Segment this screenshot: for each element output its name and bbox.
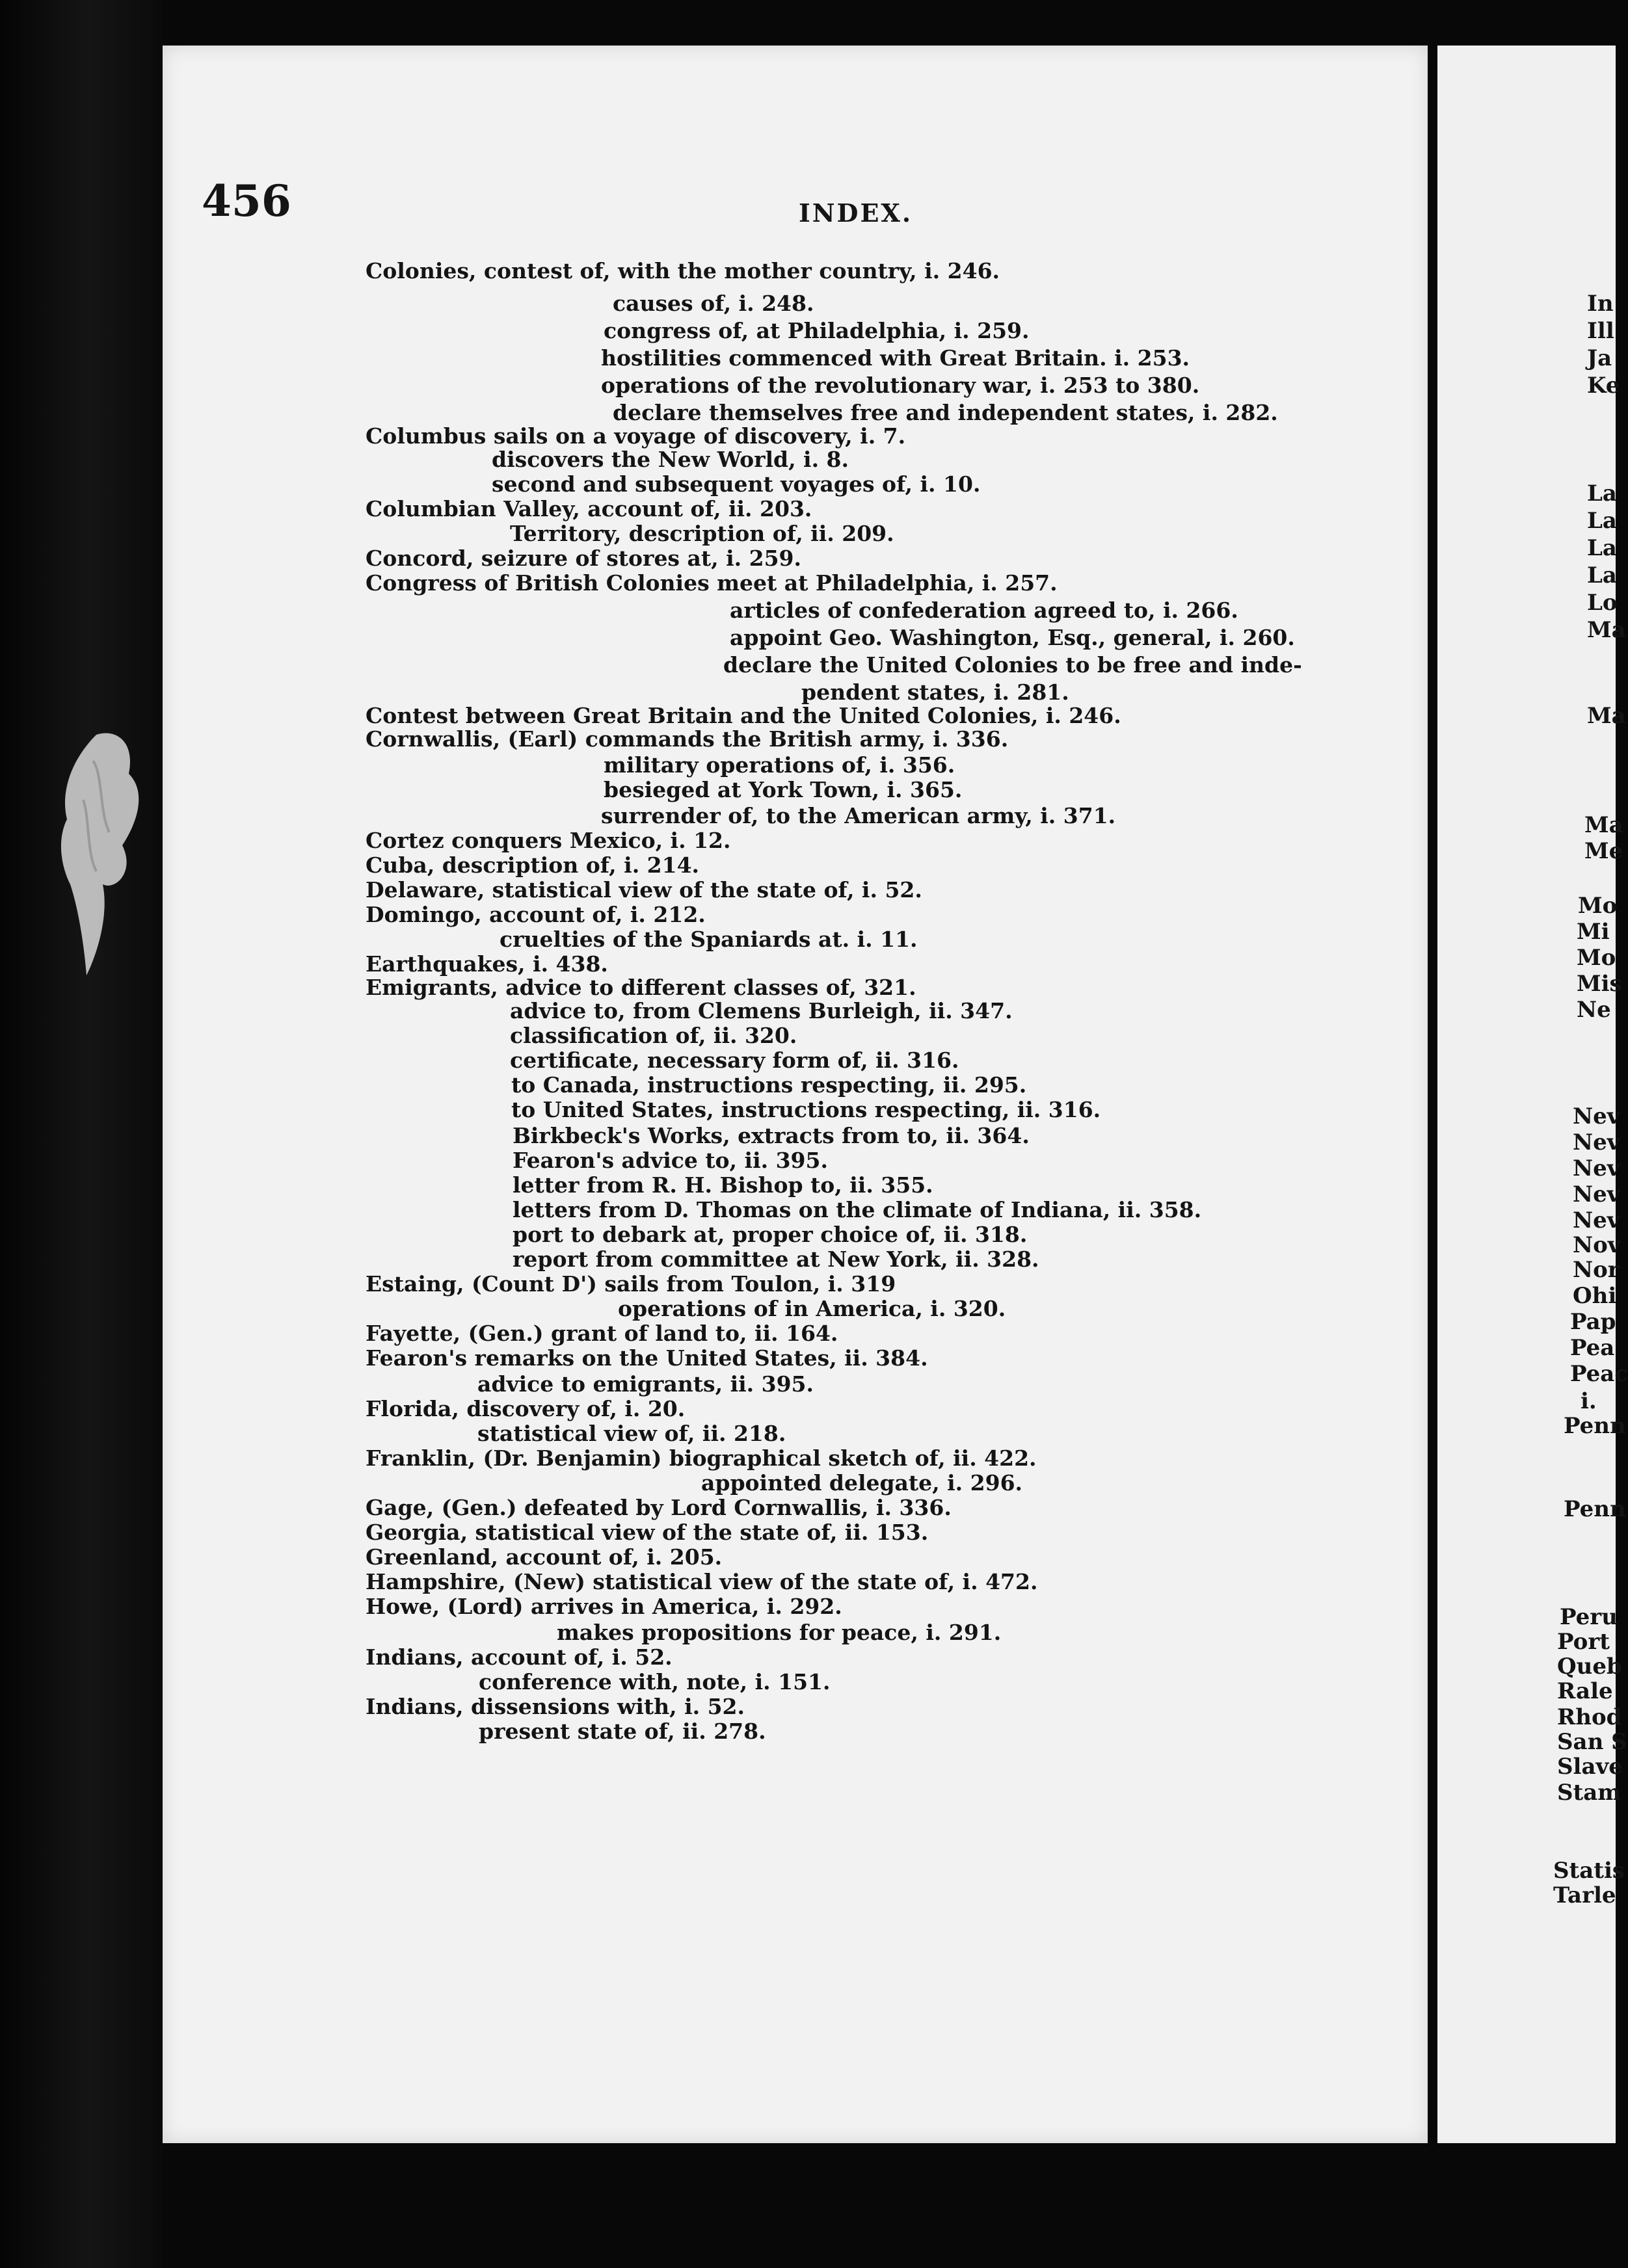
index-entry-line: discovers the New World, i. 8.	[492, 447, 849, 472]
index-entry-line: Fearon's advice to, ii. 395.	[513, 1148, 828, 1173]
right-page-fragment: i.	[1581, 1388, 1597, 1414]
right-page-fragment: Mo	[1578, 893, 1618, 919]
index-entry-line: military operations of, i. 356.	[604, 752, 955, 778]
index-entry-line: Franklin, (Dr. Benjamin) biographical sketch of, ii. 422.	[366, 1445, 1037, 1471]
right-page-fragment: Rale	[1557, 1678, 1613, 1704]
right-page-fragment: Mis	[1577, 971, 1622, 997]
index-entry-line: letter from R. H. Bishop to, ii. 355.	[513, 1172, 933, 1198]
index-entry-line: present state of, ii. 278.	[479, 1719, 766, 1744]
index-entry-line: Concord, seizure of stores at, i. 259.	[366, 546, 801, 571]
right-page-fragment: San S	[1557, 1729, 1627, 1755]
index-entry-line: Cortez conquers Mexico, i. 12.	[366, 828, 731, 853]
index-entry-line: causes of, i. 248.	[613, 291, 814, 316]
index-entry-line: Fayette, (Gen.) grant of land to, ii. 164.	[366, 1321, 838, 1346]
index-entry-line: port to debark at, proper choice of, ii. 318.	[513, 1222, 1028, 1247]
right-page-fragment: Mi	[1577, 919, 1610, 945]
index-entry-line: report from committee at New York, ii. 328.	[513, 1246, 1039, 1272]
right-page-fragment: Ohi	[1573, 1283, 1617, 1309]
index-entry-line: second and subsequent voyages of, i. 10.	[492, 471, 981, 497]
book-binding	[0, 0, 163, 2268]
right-page-fragment: Nev	[1573, 1181, 1620, 1207]
right-page-fragment: Nov	[1573, 1232, 1621, 1258]
index-entry-line: Gage, (Gen.) defeated by Lord Cornwallis, i. 336.	[366, 1495, 952, 1520]
right-page-fragment: Ma	[1587, 703, 1626, 729]
right-page-fragment: Queb	[1557, 1654, 1622, 1680]
index-entry-line: Cornwallis, (Earl) commands the British army, i. 336.	[366, 726, 1009, 752]
right-page-fragment: Nev	[1573, 1129, 1620, 1155]
index-entry-line: declare themselves free and independent states, i. 282.	[613, 400, 1278, 425]
right-page-fragment: Tarle	[1553, 1882, 1616, 1908]
index-entry-line: Florida, discovery of, i. 20.	[366, 1396, 686, 1421]
right-page-fragment: Pap	[1570, 1309, 1616, 1335]
right-page-fragment: Ill	[1587, 318, 1614, 344]
index-entry-line: Columbian Valley, account of, ii. 203.	[366, 496, 812, 521]
index-entry-line: Birkbeck's Works, extracts from to, ii. 364.	[513, 1123, 1030, 1148]
index-entry-line: makes propositions for peace, i. 291.	[557, 1620, 1002, 1645]
index-entry-line: Contest between Great Britain and the United Colonies, i. 246.	[366, 703, 1121, 728]
right-page-fragment: In	[1587, 291, 1614, 317]
running-head: INDEX.	[799, 198, 913, 228]
index-entry-line: Fearon's remarks on the United States, ii. 384.	[366, 1345, 928, 1371]
right-page-fragment: La	[1587, 481, 1617, 507]
index-entry-line: surrender of, to the American army, i. 371.	[601, 803, 1116, 828]
index-entry-line: Colonies, contest of, with the mother country, i. 246.	[366, 258, 1000, 284]
index-entry-line: Hampshire, (New) statistical view of the state of, i. 472.	[366, 1569, 1038, 1594]
right-page-fragment: Penn	[1564, 1496, 1626, 1522]
right-page-fragment: La	[1587, 562, 1617, 588]
right-page-fragment: Ja	[1587, 345, 1612, 371]
index-entry-line: letters from D. Thomas on the climate of Indiana, ii. 358.	[513, 1197, 1202, 1222]
right-page-fragment: Mo	[1577, 945, 1616, 971]
right-page-fragment: Nev	[1573, 1155, 1620, 1181]
index-entry-line: declare the United Colonies to be free and inde-	[723, 652, 1302, 678]
right-page-fragment: Me	[1584, 838, 1623, 864]
right-page-fragment: Peac	[1570, 1361, 1628, 1387]
right-page-fragment: Stam	[1557, 1780, 1621, 1806]
index-entry-line: operations of in America, i. 320.	[618, 1296, 1006, 1321]
index-entry-line: Congress of British Colonies meet at Philadelphia, i. 257.	[366, 570, 1058, 596]
index-entry-line: cruelties of the Spaniards at. i. 11.	[500, 927, 918, 952]
page-number: 456	[202, 176, 291, 226]
index-entry-line: Georgia, statistical view of the state of, ii. 153.	[366, 1520, 929, 1545]
index-entry-line: advice to emigrants, ii. 395.	[477, 1371, 814, 1397]
index-entry-line: hostilities commenced with Great Britain. i. 253.	[601, 345, 1190, 371]
index-entry-line: advice to, from Clemens Burleigh, ii. 347.	[510, 998, 1013, 1023]
index-entry-line: certificate, necessary form of, ii. 316.	[510, 1048, 959, 1073]
right-page-fragment: Nev	[1573, 1103, 1620, 1129]
right-page-fragment: Pea	[1570, 1335, 1615, 1361]
right-page-fragment: Lo	[1587, 590, 1618, 616]
index-entry-line: Cuba, description of, i. 214.	[366, 852, 700, 878]
index-entry-line: statistical view of, ii. 218.	[477, 1421, 786, 1446]
index-entry-line: pendent states, i. 281.	[801, 679, 1069, 705]
right-page-fragment: Rhod	[1557, 1704, 1622, 1730]
index-entry-line: Delaware, statistical view of the state of, i. 52.	[366, 877, 922, 903]
right-page-fragment: Penn	[1564, 1413, 1626, 1439]
index-entry-line: appoint Geo. Washington, Esq., general, i. 260.	[730, 625, 1295, 650]
right-page-fragment: Nev	[1573, 1207, 1620, 1233]
right-page-fragment: Slave	[1557, 1754, 1623, 1780]
index-entry-line: articles of confederation agreed to, i. 266.	[730, 598, 1238, 623]
right-page-fragment: Ke	[1587, 373, 1620, 399]
index-entry-line: Estaing, (Count D') sails from Toulon, i. 319	[366, 1271, 896, 1297]
right-page-fragment: Ma	[1587, 617, 1626, 643]
index-entry-line: Greenland, account of, i. 205.	[366, 1544, 723, 1570]
index-entry-line: Emigrants, advice to different classes of, 321.	[366, 975, 916, 1000]
index-entry-line: Domingo, account of, i. 212.	[366, 902, 706, 927]
paper-stain	[57, 722, 155, 982]
right-page-fragment: Ma	[1584, 812, 1623, 838]
index-entry-line: to United States, instructions respecting, ii. 316.	[511, 1097, 1101, 1122]
index-entry-line: congress of, at Philadelphia, i. 259.	[604, 318, 1030, 343]
right-page-fragment: Peru	[1560, 1604, 1618, 1630]
right-page-fragment: Nor	[1573, 1257, 1620, 1283]
index-entry-line: to Canada, instructions respecting, ii. 295.	[511, 1072, 1027, 1098]
index-entry-line: Columbus sails on a voyage of discovery, i. 7.	[366, 423, 906, 449]
right-page-fragment: Statis	[1553, 1858, 1625, 1884]
index-entry-line: classification of, ii. 320.	[510, 1023, 797, 1048]
right-page-fragment: Port	[1557, 1629, 1610, 1655]
right-page-fragment: La	[1587, 508, 1617, 534]
index-entry-line: operations of the revolutionary war, i. 253 to 380.	[601, 373, 1200, 398]
index-entry-line: Earthquakes, i. 438.	[366, 951, 608, 977]
right-page-fragment: La	[1587, 535, 1617, 561]
index-entry-line: Indians, dissensions with, i. 52.	[366, 1694, 745, 1719]
index-entry-line: Territory, description of, ii. 209.	[510, 521, 894, 546]
right-page-fragment: Ne	[1577, 997, 1611, 1023]
index-entry-line: appointed delegate, i. 296.	[701, 1470, 1023, 1496]
index-entry-line: besieged at York Town, i. 365.	[604, 777, 963, 802]
index-entry-line: conference with, note, i. 151.	[479, 1669, 831, 1694]
index-entry-line: Howe, (Lord) arrives in America, i. 292.	[366, 1594, 842, 1619]
index-entry-line: Indians, account of, i. 52.	[366, 1644, 673, 1670]
